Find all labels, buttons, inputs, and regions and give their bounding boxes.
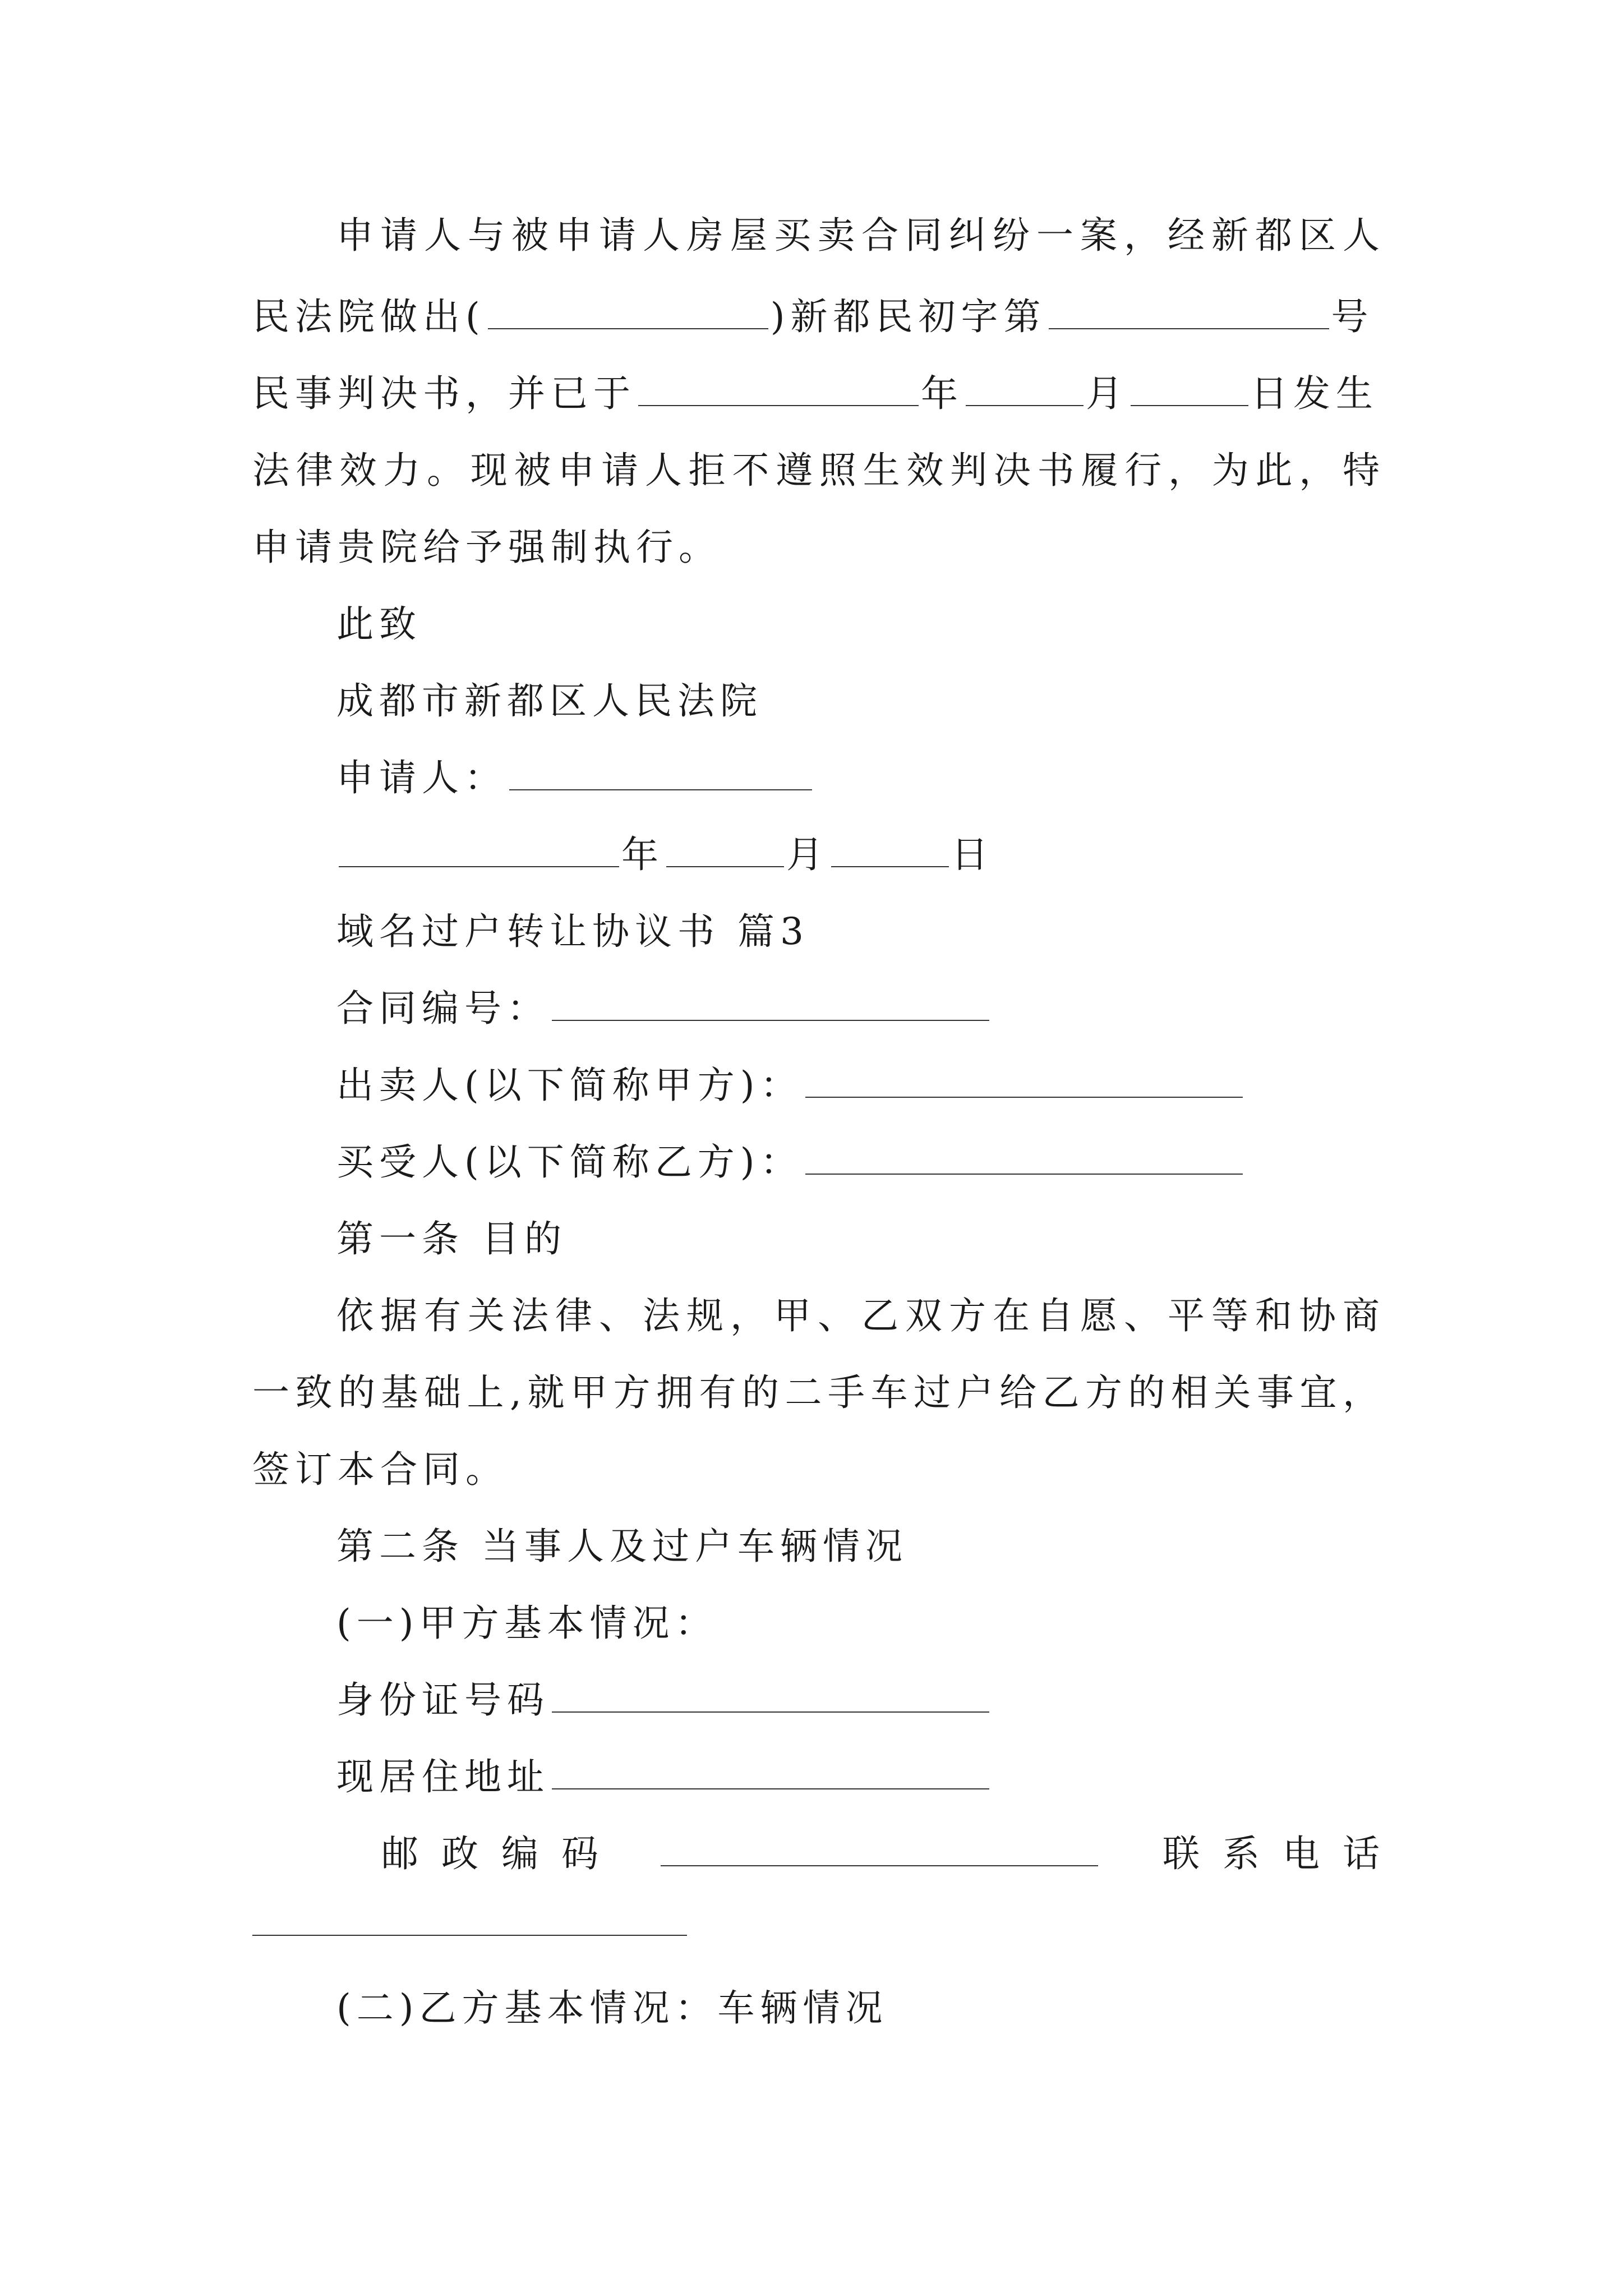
seller-blank <box>805 1064 1243 1098</box>
postcode-label: 邮 政 编 码 <box>381 1832 604 1875</box>
month-blank <box>666 834 784 867</box>
party-b-title: (二)乙方基本情况：车辆情况 <box>336 1986 888 2030</box>
text: 申请贵院给予强制执行。 <box>252 526 721 569</box>
id-blank <box>552 1679 989 1713</box>
text: 民事判决书，并已于 <box>252 372 636 415</box>
paragraph-line <box>336 1294 1385 1338</box>
closing-text: 此致 <box>336 602 422 646</box>
phone-label: 联 系 电 话 <box>1163 1832 1385 1875</box>
id-line <box>336 1678 1385 1723</box>
text: 日发生 <box>1251 372 1378 415</box>
address-line <box>336 1755 1385 1800</box>
text: 民法院做出( <box>252 295 486 338</box>
party-b-title-line <box>336 1986 1385 2031</box>
year-label: 年 <box>621 833 664 876</box>
court-name: 成都市新都区人民法院 <box>336 679 763 723</box>
text: 号 <box>1331 295 1374 338</box>
fill-blank <box>1049 296 1329 329</box>
applicant-line <box>336 756 1385 800</box>
date-line <box>336 832 1385 877</box>
fill-blank <box>966 372 1083 406</box>
contract-no-blank <box>552 987 989 1021</box>
text: 依据有关法律、法规，甲、乙双方在自愿、平等和协商 <box>336 1294 1385 1337</box>
id-label: 身份证号码 <box>336 1678 550 1722</box>
party-a-title: (一)甲方基本情况： <box>336 1602 718 1645</box>
court-line <box>336 679 1385 724</box>
buyer-line <box>336 1140 1385 1185</box>
fill-blank <box>638 372 919 406</box>
party-a-title-line <box>336 1601 1385 1646</box>
paragraph-line <box>252 448 1385 493</box>
paragraph-line <box>252 525 1385 570</box>
applicant-blank <box>509 757 812 790</box>
paragraph-line <box>252 371 1385 416</box>
year-blank <box>339 834 619 867</box>
article2-title-line <box>336 1524 1385 1569</box>
text: 一致的基础上,就甲方拥有的二手车过户给乙方的相关事宜， <box>252 1371 1385 1414</box>
article1-title-line <box>336 1217 1385 1262</box>
paragraph-line <box>252 1370 1385 1415</box>
contract-no-label: 合同编号： <box>336 987 550 1030</box>
section-title-line <box>336 909 1385 954</box>
day-label: 日 <box>951 833 994 876</box>
seller-label: 出卖人(以下简称甲方)： <box>336 1064 803 1107</box>
month-label: 月 <box>786 833 829 876</box>
paragraph-line <box>252 295 1385 339</box>
article1-title: 第一条 目的 <box>336 1217 567 1260</box>
postcode-phone-line <box>381 1832 1385 1876</box>
contract-no-line <box>336 986 1385 1031</box>
text: 法律效力。现被申请人拒不遵照生效判决书履行，为此，特 <box>252 449 1385 492</box>
paragraph-line <box>252 1447 1385 1492</box>
buyer-blank <box>805 1141 1243 1175</box>
phone-blank <box>252 1935 687 1936</box>
article2-title: 第二条 当事人及过户车辆情况 <box>336 1525 908 1568</box>
postcode-blank <box>661 1833 1098 1866</box>
day-blank <box>831 834 949 867</box>
text: 申请人与被申请人房屋买卖合同纠纷一案，经新都区人 <box>336 214 1385 257</box>
fill-blank <box>488 296 768 329</box>
seller-line <box>336 1063 1385 1108</box>
text: 年 <box>921 372 963 415</box>
address-label: 现居住地址 <box>336 1755 550 1798</box>
section-title: 域名过户转让协议书 篇3 <box>336 910 809 953</box>
text: 签订本合同。 <box>252 1448 508 1491</box>
address-blank <box>552 1756 989 1789</box>
applicant-label: 申请人： <box>336 756 507 799</box>
closing-line <box>336 602 1385 647</box>
text: 月 <box>1086 372 1128 415</box>
paragraph-line <box>336 213 1385 258</box>
fill-blank <box>1131 372 1248 406</box>
text: )新都民初字第 <box>770 295 1046 338</box>
buyer-label: 买受人(以下简称乙方)： <box>336 1140 803 1184</box>
